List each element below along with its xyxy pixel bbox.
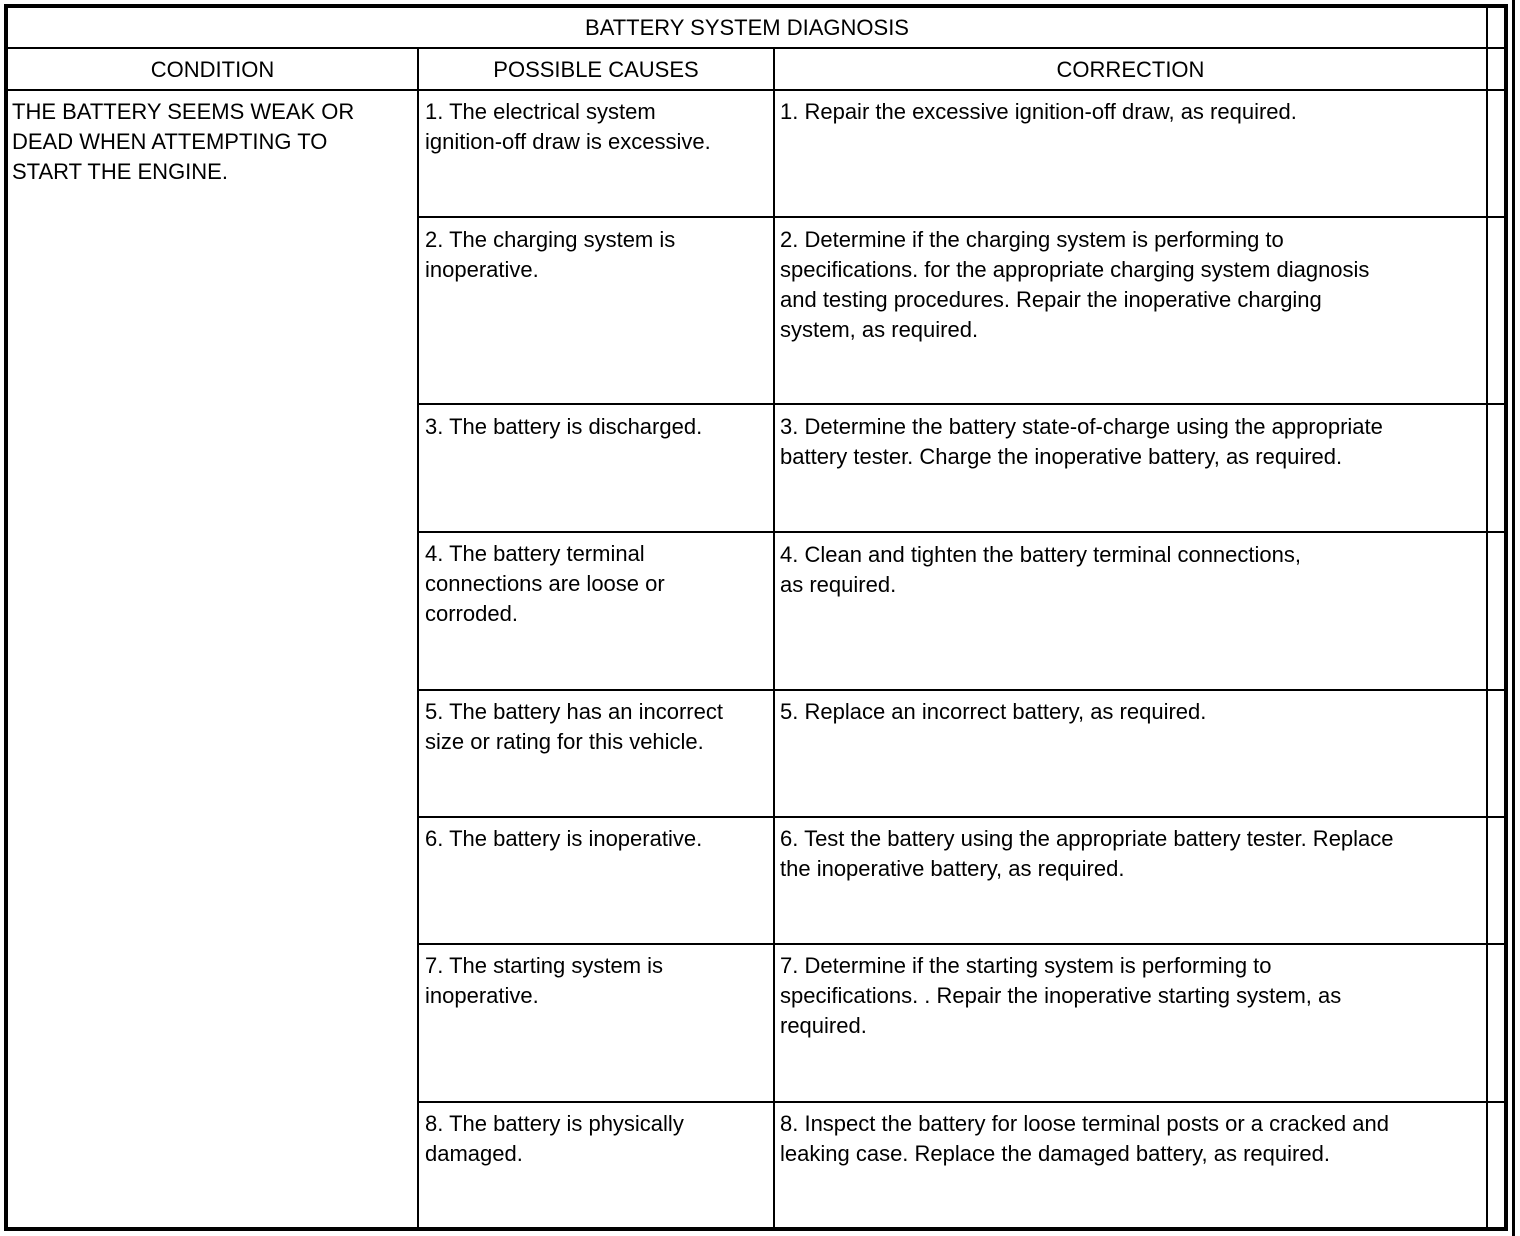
border-bottom [4,1227,1508,1231]
row-divider [417,216,1506,218]
correction-6: 6. Test the battery using the appropriate battery tester. Replace the inoperative battery, as required. [780,826,1394,881]
correction-8: 8. Inspect the battery for loose terminal posts or a cracked and leaking case. Replace the damaged battery, as required. [780,1111,1389,1166]
header-condition: CONDITION [150,57,275,82]
correction-5: 5. Replace an incorrect battery, as required. [780,699,1207,724]
cause-3: 3. The battery is discharged. [425,414,703,439]
outer-right-rule [1512,0,1515,1236]
row-divider [417,531,1506,533]
row-divider [417,403,1506,405]
condition-text: THE BATTERY SEEMS WEAK OR DEAD WHEN ATTEMPTING TO START THE ENGINE. [12,99,355,184]
row-divider [417,943,1506,945]
row-divider [417,816,1506,818]
correction-2: 2. Determine if the charging system is performing to specifications. for the appropriate charging system diagnosis and testing procedures. Repair the inoperative charging system, as required. [780,227,1370,342]
column-line-2 [773,47,775,1229]
header-divider [4,89,1508,91]
border-top [4,4,1508,8]
correction-3: 3. Determine the battery state-of-charge using the appropriate battery tester. Charge the inoperative battery, as required. [780,414,1383,469]
cause-2: 2. The charging system is inoperative. [425,227,676,282]
column-line-1 [417,47,419,1229]
correction-1: 1. Repair the excessive ignition-off draw, as required. [780,99,1297,124]
cause-4: 4. The battery terminal connections are loose or corroded. [425,541,665,626]
margin-column-line [1486,4,1488,1231]
cause-5: 5. The battery has an incorrect size or rating for this vehicle. [425,699,723,754]
table-title: BATTERY SYSTEM DIAGNOSIS [585,15,909,40]
header-causes: POSSIBLE CAUSES [493,57,699,82]
title-divider [4,47,1508,49]
header-correction: CORRECTION [1056,57,1205,82]
border-right [1504,4,1508,1231]
cause-6: 6. The battery is inoperative. [425,826,703,851]
cause-8: 8. The battery is physically damaged. [425,1111,684,1166]
cause-7: 7. The starting system is inoperative. [425,953,664,1008]
correction-4: 4. Clean and tighten the battery terminal connections, as required. [780,542,1301,597]
border-left [4,4,8,1231]
row-divider [417,689,1506,691]
correction-7: 7. Determine if the starting system is performing to specifications. . Repair the inoperative starting system, as required. [780,953,1342,1038]
row-divider [417,1101,1506,1103]
cause-1: 1. The electrical system ignition-off draw is excessive. [425,99,711,154]
